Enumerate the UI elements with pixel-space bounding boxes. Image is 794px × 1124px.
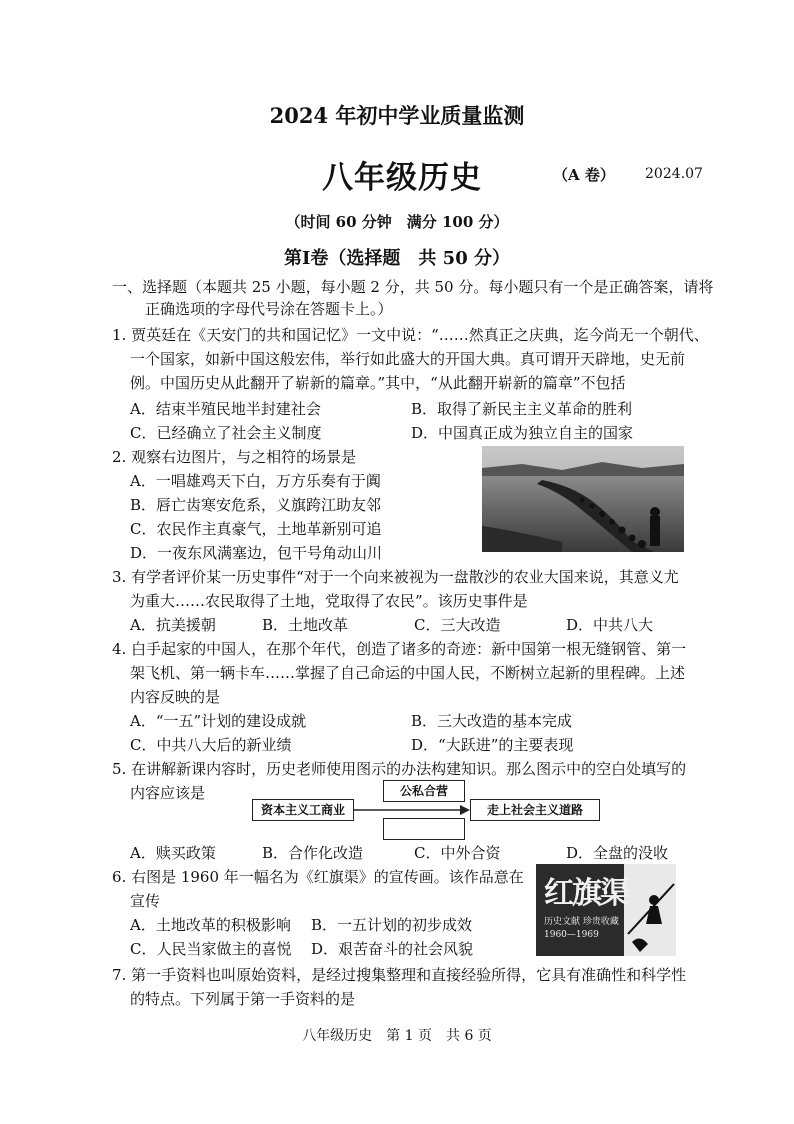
q4-stem-line1: 4. 白手起家的中国人，在那个年代，创造了诸多的奇迹：新中国第一根无缝钢管、第一 xyxy=(112,640,687,658)
q4-stem-line3: 内容反映的是 xyxy=(130,688,221,706)
q4-option-c: C．中共八大后的新业绩 xyxy=(130,736,292,754)
q3-stem-line1: 3. 有学者评价某一历史事件“对于一个向来被视为一盘散沙的农业大国来说，其意义尤 xyxy=(112,568,679,586)
q2-stem: 2. 观察右边图片，与之相符的场景是 xyxy=(112,448,357,466)
q1-stem-line1: 1. 贾英廷在《天安门的共和国记忆》一文中说：“……然真正之庆典，迄今尚无一个朝代、 xyxy=(112,326,709,344)
q4-stem-line2: 架飞机、第一辆卡车……掌握了自己命运的中国人民，不断树立起新的里程碑。上述 xyxy=(130,664,686,682)
q1-stem-line3: 例。中国历史从此翻开了崭新的篇章。”其中，“从此翻开崭新的篇章”不包括 xyxy=(130,374,626,392)
q1-option-a: A．结束半殖民地半封建社会 xyxy=(130,400,321,418)
q2-option-a: A．一唱雄鸡天下白，万方乐奏有于阗 xyxy=(130,472,381,490)
q3-option-c: C．三大改造 xyxy=(414,616,501,634)
poster-title: 红旗渠 xyxy=(544,876,628,911)
q6-stem-line1: 6. 右图是 1960 年一幅名为《红旗渠》的宣传画。该作品意在 xyxy=(112,868,524,886)
exam-date: 2024.07 xyxy=(645,166,703,182)
exam-title: 2024 年初中学业质量监测 xyxy=(269,103,525,128)
q5-stem-line1: 5. 在讲解新课内容时，历史老师使用图示的办法构建知识。那么图示中的空白处填写的 xyxy=(112,760,687,778)
page-footer: 八年级历史 第 1 页 共 6 页 xyxy=(302,1028,492,1044)
q6-poster-red-flag-canal xyxy=(536,864,676,956)
q3-stem-line2: 为重大……农民取得了土地，党取得了农民”。该历史事件是 xyxy=(130,592,528,610)
q5-box-left: 资本主义工商业 xyxy=(252,799,354,821)
q2-option-b: B．唇亡齿寒安危系，义旗跨江助友邻 xyxy=(130,496,382,514)
q4-option-a: A．“一五”计划的建设成就 xyxy=(130,712,307,730)
q6-option-b: B．一五计划的初步成效 xyxy=(311,916,473,934)
time-info: （时间 60 分钟 满分 100 分） xyxy=(285,213,509,231)
q3-option-b: B．土地改革 xyxy=(262,616,349,634)
q1-option-c: C．已经确立了社会主义制度 xyxy=(130,424,322,442)
q3-option-a: A．抗美援朝 xyxy=(130,616,216,634)
part-title: 第Ⅰ卷（选择题 共 50 分） xyxy=(283,248,510,269)
poster-years: 1960—1969 xyxy=(544,930,599,940)
q5-stem-line2: 内容应该是 xyxy=(130,784,206,802)
q6-option-d: D．艰苦奋斗的社会风貌 xyxy=(311,940,474,958)
q5-box-blank xyxy=(383,818,465,840)
subject-title: 八年级历史 xyxy=(322,160,482,196)
q5-box-top: 公私合营 xyxy=(383,780,465,802)
q5-option-b: B．合作化改造 xyxy=(262,844,364,862)
q7-stem-line1: 7. 第一手资料也叫原始资料，是经过搜集整理和直接经验所得，它具有准确性和科学性 xyxy=(112,966,687,984)
q5-option-a: A．赎买政策 xyxy=(130,844,216,862)
q7-stem-line2: 的特点。下列属于第一手资料的是 xyxy=(130,990,356,1008)
section-instructions-line2: 正确选项的字母代号涂在答题卡上。） xyxy=(145,300,393,318)
q6-stem-line2: 宣传 xyxy=(130,892,161,910)
q6-option-c: C．人民当家做主的喜悦 xyxy=(130,940,292,958)
poster-subtitle: 历史文献 珍贵收藏 xyxy=(544,917,619,927)
paper-type: （A 卷） xyxy=(553,166,615,184)
q1-option-b: B．取得了新民主主义革命的胜利 xyxy=(411,400,633,418)
q6-option-a: A．土地改革的积极影响 xyxy=(130,916,291,934)
q1-option-d: D．中国真正成为独立自主的国家 xyxy=(411,424,634,442)
q2-option-d: D．一夜东风满塞边，包干号角动山川 xyxy=(130,544,383,562)
q2-photo-troops-crossing-river xyxy=(482,446,684,552)
q5-box-right: 走上社会主义道路 xyxy=(470,799,600,821)
q5-option-c: C．中外合资 xyxy=(414,844,501,862)
q2-option-c: C．农民作主真豪气，土地革新别可追 xyxy=(130,520,382,538)
section-instructions-line1: 一、选择题（本题共 25 小题，每小题 2 分，共 50 分。每小题只有一个是正确答案，请将 xyxy=(112,278,714,296)
q1-stem-line2: 一个国家，如新中国这般宏伟，举行如此盛大的开国大典。真可谓开天辟地，史无前 xyxy=(130,350,686,368)
q4-option-d: D．“大跃进”的主要表现 xyxy=(411,736,574,754)
q3-option-d: D．中共八大 xyxy=(566,616,654,634)
q5-option-d: D．全盘的没收 xyxy=(566,844,669,862)
q4-option-b: B．三大改造的基本完成 xyxy=(411,712,573,730)
